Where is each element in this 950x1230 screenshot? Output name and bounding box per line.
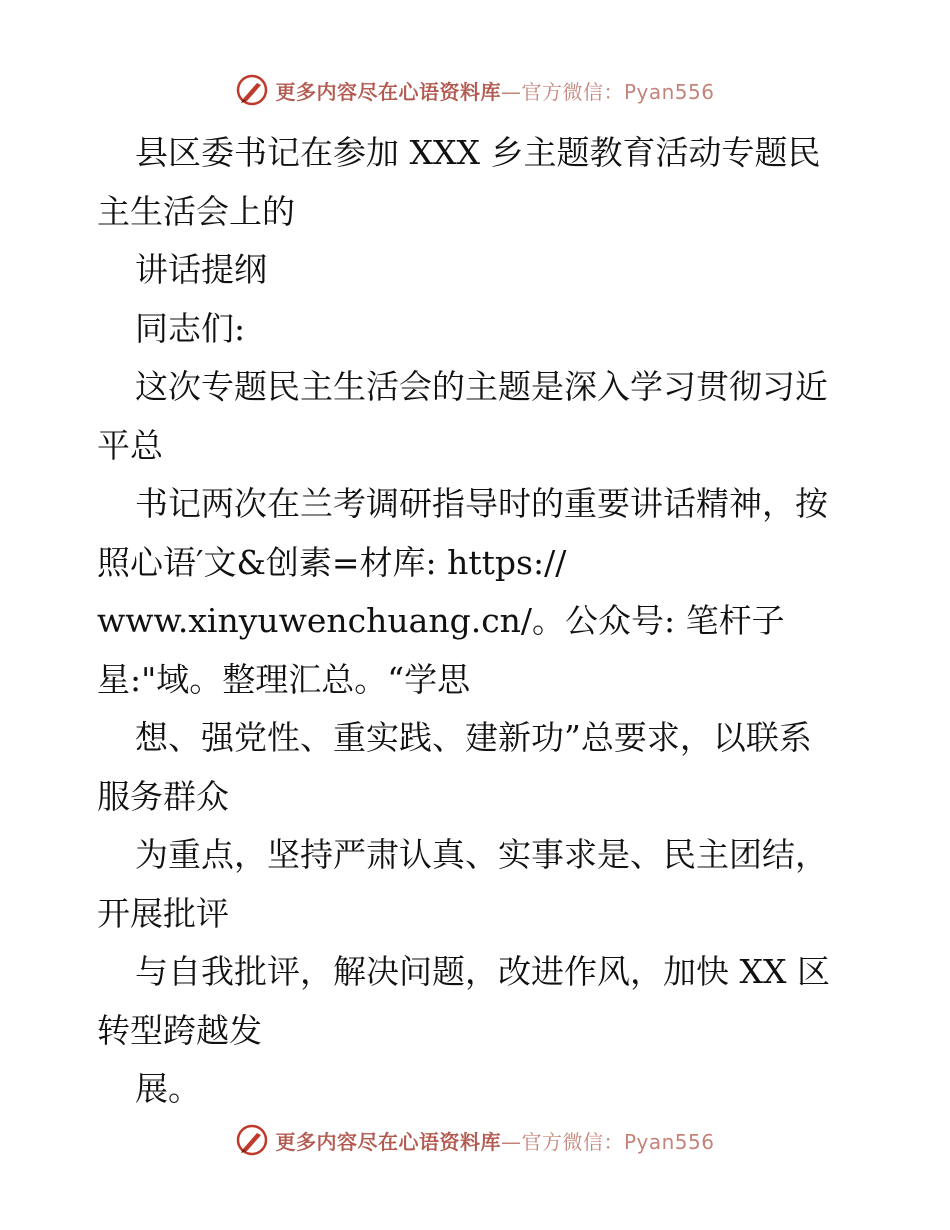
pen-logo-icon (235, 1123, 269, 1157)
document-body (97, 124, 867, 1119)
text-line: 开展批评 (97, 893, 229, 933)
banner-text (275, 76, 714, 105)
text-line: 服务群众 (97, 776, 229, 816)
banner-main-text: 更多内容尽在心语资料库 (275, 79, 501, 104)
text-line: 为重点，坚持严肃认真、实事求是、民主团结， (135, 835, 828, 874)
text-line: 同志们: (135, 308, 246, 348)
banner-contact-text: —官方微信：Pyan556 (500, 79, 715, 104)
text-line: 想、强党性、重实践、建新功”总要求，以联系 (135, 718, 812, 757)
text-line: 平总 (97, 425, 163, 465)
banner-main-text: 更多内容尽在心语资料库 (275, 1129, 501, 1154)
text-line: www.xinyuwenchuang.cn/。公众号: 笔杆子 (97, 601, 785, 640)
text-line: 书记两次在兰考调研指导时的重要讲话精神，按 (135, 484, 828, 523)
text-line: 照心语′文&创素=材库: https:// (97, 542, 567, 582)
banner-text (275, 1126, 714, 1155)
text-line: 县区委书记在参加 XXX 乡主题教育活动专题民 (135, 133, 821, 172)
text-line: 主生活会上的 (97, 191, 295, 231)
banner-contact-text: —官方微信：Pyan556 (500, 1129, 715, 1154)
footer-banner (0, 1120, 950, 1160)
text-line: 转型跨越发 (97, 1010, 262, 1050)
pen-logo-icon (235, 73, 269, 107)
header-banner (0, 70, 950, 110)
text-line: 星:"域。整理汇总。“学思 (97, 659, 471, 699)
text-line: 展。 (135, 1069, 201, 1108)
text-line: 这次专题民主生活会的主题是深入学习贯彻习近 (135, 367, 828, 406)
text-line: 讲话提纲 (135, 250, 267, 289)
text-line: 与自我批评，解决问题，改进作风，加快 XX 区 (135, 952, 830, 991)
